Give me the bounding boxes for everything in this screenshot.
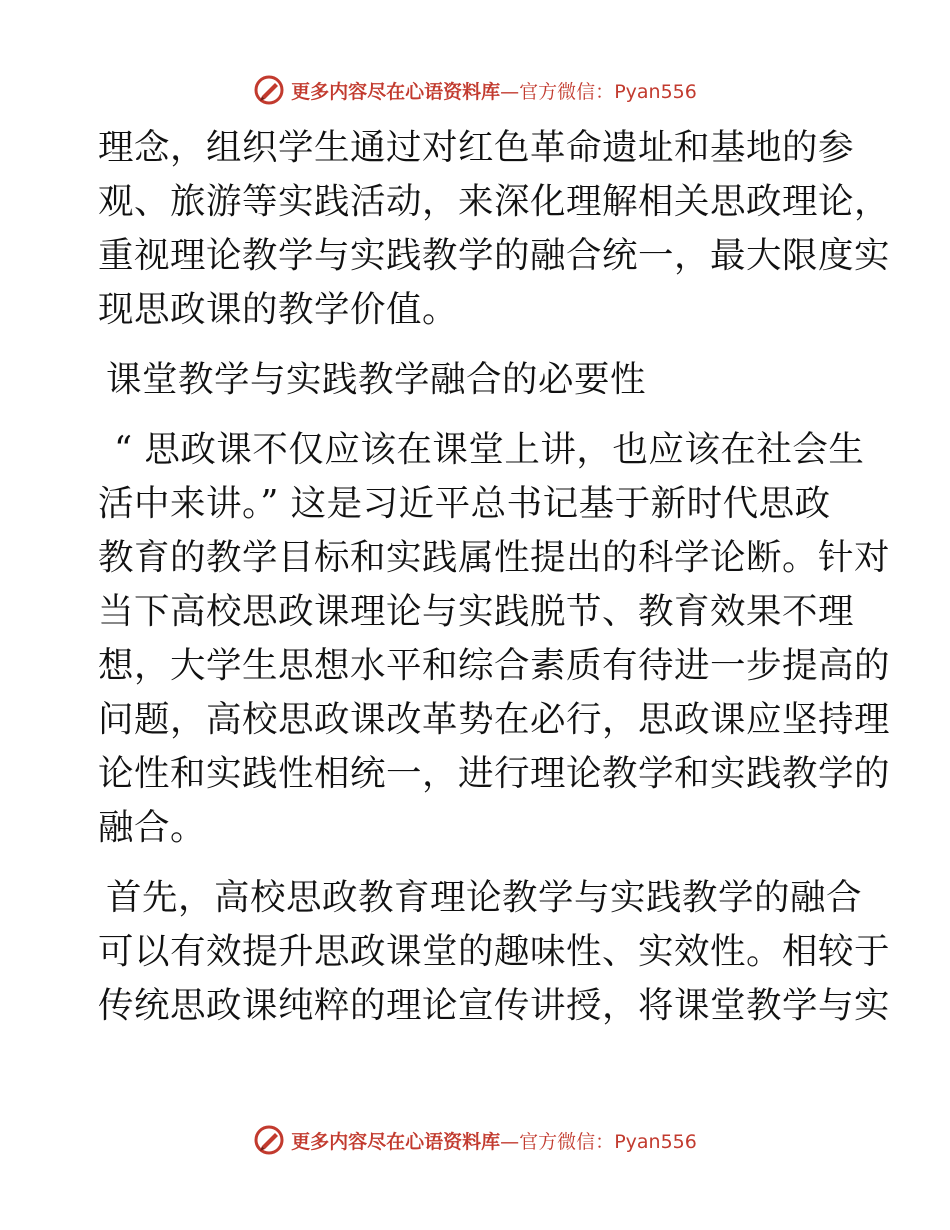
text-line: “ 思政课不仅应该在课堂上讲，也应该在社会生	[114, 429, 865, 470]
text-line: 观、旅游等实践活动，来深化理解相关思政理论，	[98, 181, 891, 222]
footer-watermark	[0, 1120, 950, 1160]
text-line: 当下高校思政课理论与实践脱节、教育效果不理	[98, 591, 855, 632]
document-body	[98, 121, 891, 1033]
heading-line: 课堂教学与实践教学融合的必要性	[106, 359, 647, 400]
paragraph-3	[98, 871, 891, 1033]
text-line: 教育的教学目标和实践属性提出的科学论断。针对	[98, 537, 891, 578]
text-line: 重视理论教学与实践教学的融合统一，最大限度实	[98, 235, 891, 276]
section-heading	[98, 353, 858, 407]
paragraph-2	[98, 423, 891, 855]
text-line: 融合。	[98, 807, 207, 848]
watermark-text: 更多内容尽在心语资料库—官方微信：Pyan556	[291, 80, 697, 103]
text-line: 理念，组织学生通过对红色革命遗址和基地的参	[98, 127, 855, 168]
watermark-text: 更多内容尽在心语资料库—官方微信：Pyan556	[291, 1130, 697, 1153]
pen-logo-icon	[253, 1124, 285, 1156]
pen-logo-icon	[253, 74, 285, 106]
paragraph-1	[98, 121, 891, 337]
text-line: 问题，高校思政课改革势在必行，思政课应坚持理	[98, 699, 891, 740]
text-line: 想，大学生思想水平和综合素质有待进一步提高的	[98, 645, 891, 686]
text-line: 传统思政课纯粹的理论宣传讲授，将课堂教学与实	[98, 985, 891, 1026]
text-line: 现思政课的教学价值。	[98, 289, 459, 330]
text-line: 可以有效提升思政课堂的趣味性、实效性。相较于	[98, 931, 891, 972]
text-line: 首先，高校思政教育理论教学与实践教学的融合	[106, 877, 863, 918]
header-watermark	[0, 70, 950, 110]
text-line: 活中来讲。” 这是习近平总书记基于新时代思政	[98, 483, 831, 524]
text-line: 论性和实践性相统一，进行理论教学和实践教学的	[98, 753, 891, 794]
